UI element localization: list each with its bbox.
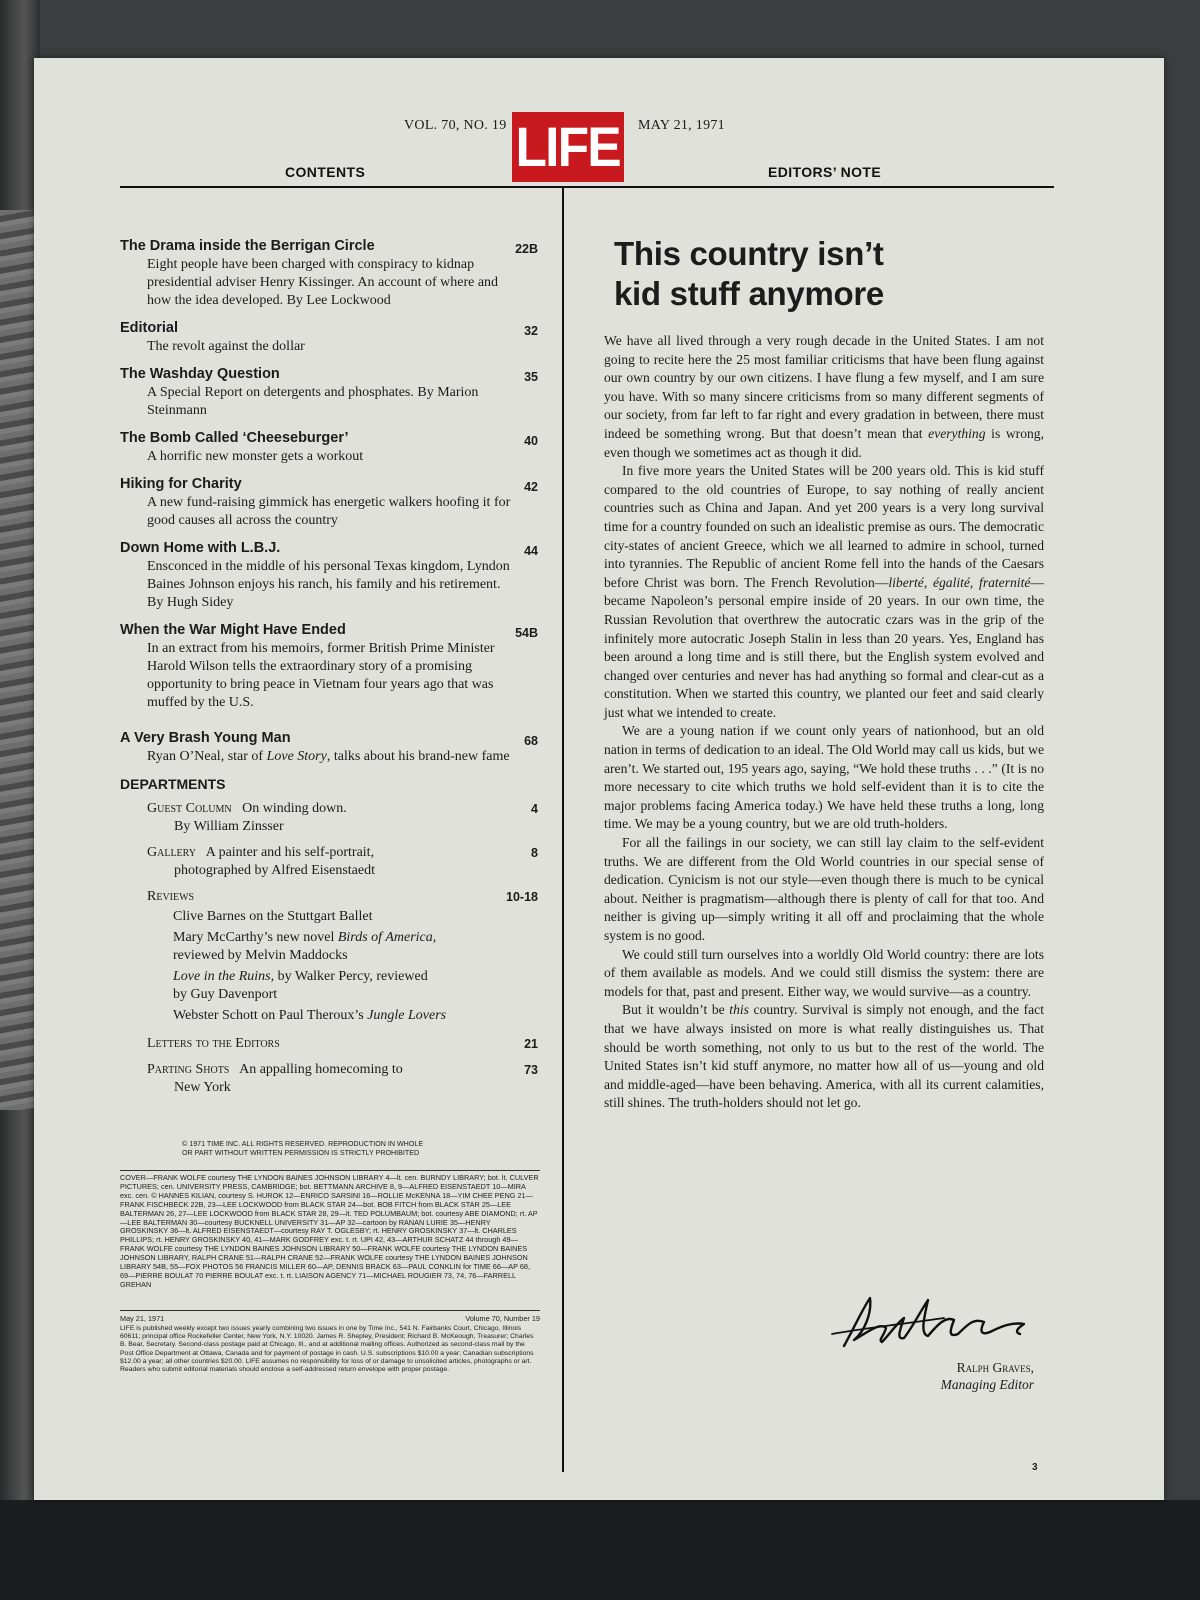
contents-list: [120, 238, 546, 1105]
volume-number: VOL. 70, NO. 19: [404, 118, 507, 133]
review-entry: Love in the Ruins, by Walker Percy, reviewed by Guy Davenport: [173, 969, 428, 1002]
paragraph: For all the failings in our society, we can still lay claim to the self-evident truths. We are different from the Old World countries in our special sense of dedication. Cynicism is not our style—even though there is much to be cynical about. Neither is pragmatism—although there is plenty of call for that too. And neither is giving up—simply writing it all off and proclaiming that the whole system is no good.: [604, 835, 1044, 943]
paragraph: We have all lived through a very rough decade in the United States. I am not going to recite here the 25 most familiar criticisms that have been flung against our own country by our own citizens. I have flung a few myself, and I am sure you have. With so many sincere criticisms from so many different segments of our society, from far left to far right and every gradation in between, there must indeed be something wrong. But that doesn’t mean that everything is wrong, even though we sometimes act as though it did.: [604, 333, 1044, 460]
contents-item-description: A horrific new monster gets a workout: [147, 449, 364, 464]
contents-item-page: 54B: [515, 626, 538, 640]
contents-item[interactable]: [120, 430, 546, 466]
contents-item-title: When the War Might Have Ended: [120, 622, 346, 638]
paragraph: We could still turn ourselves into a worldly Old World country: there are lots of them available as models. And we could still dismiss the system: there are models for that, past and present. Either way, we would survive—as a country.: [604, 946, 1044, 999]
departments-header: DEPARTMENTS: [120, 776, 226, 792]
contents-item-title: The Bomb Called ‘Cheeseburger’: [120, 430, 349, 446]
contents-item-page: 68: [524, 734, 538, 748]
contents-item-description: The revolt against the dollar: [147, 339, 305, 354]
signature-image: [824, 1288, 1044, 1358]
review-entry: Mary McCarthy’s new novel Birds of America, reviewed by Melvin Maddocks: [173, 930, 437, 963]
department-reviews[interactable]: Reviews 10-18: [147, 889, 538, 904]
editors-note-header: EDITORS’ NOTE: [768, 164, 882, 180]
contents-item-title: A Very Brash Young Man: [120, 730, 291, 746]
issue-date: MAY 21, 1971: [638, 118, 725, 133]
column-divider: [562, 186, 564, 1472]
header-rule: [120, 186, 1054, 188]
editors-note: [604, 234, 1044, 1113]
contents-item[interactable]: [120, 366, 546, 420]
contents-item-title: Down Home with L.B.J.: [120, 540, 281, 556]
contents-item-title: Hiking for Charity: [120, 476, 242, 492]
contents-item-page: 42: [524, 480, 538, 494]
contents-item[interactable]: [120, 476, 546, 530]
paragraph: In five more years the United States will be 200 years old. This is kid stuff compared to the old countries of Europe, to say nothing of really ancient countries such as China and Japan. And yet 200 years is a very long survival time for a country founded on such an idealistic premise as ours. The democratic city-states of ancient Greece, which we all learned to admire in school, turned into tyrannies. The Republic of ancient Rome fell into the hands of the Caesars before Christ was born. The French Revolution—liberté, égalité, fraternité—became Napoleon’s personal empire inside of 20 years. In our own time, the Russian Revolution that overthrew the autocratic czars was in the grip of the infinitely more autocratic Joseph Stalin in less than 20 years. Yes, England has been around a long time and is still there, but the English system evolved and changed over centuries and never has had anything so formal and clear-cut as a constitution. When we started this country, we planted our feet and said clearly just what we intended to create.: [604, 463, 1044, 720]
publication-header: May 21, 1971 Volume 70, Number 19: [120, 1314, 540, 1323]
contents-item-title: The Drama inside the Berrigan Circle: [120, 238, 375, 254]
contents-item-page: 44: [524, 544, 538, 558]
editors-note-body: [604, 332, 1044, 1113]
department-gallery[interactable]: Gallery A painter and his self-portrait, photographed by Alfred Eisenstaedt 8: [147, 845, 538, 878]
contents-item-title: Editorial: [120, 320, 179, 336]
copyright-notice: © 1971 TIME INC. ALL RIGHTS RESERVED. REPRODUCTION IN WHOLE OR PART WITHOUT WRITTEN PERMISSION IS STRICTLY PROHIBITED: [182, 1139, 424, 1157]
department-parting-shots[interactable]: Parting Shots An appalling homecoming to New York 73: [147, 1062, 538, 1095]
page-number: 3: [1032, 1462, 1038, 1473]
publication-info: LIFE is published weekly except two issues yearly combining two issues in one by Time Inc., 541 N. Fairbanks Court, Chicago, Illinois 60611; principal office Rockefeller Center, New York, N.Y. 10020. James R. Shepley, President; Richard B. McKeough, Treasurer; Charles B. Bear, Secretary. Second-class postage paid at Chicago, Ill., and at additional mailing offices. Authorized as second-class mail by the Post Office Department at Ottawa, Canada and for payment of postage in cash. U.S. subscriptions $10.00 a year; Canadian subscriptions $12.00 a year; all other countries $20.00. LIFE assumes no responsibility for loss of or damage to unsolicited articles, photographs or art. Readers who submit editorial materials should enclose a self-addressed return envelope with proper postage.: [120, 1325, 534, 1374]
contents-item-page: 32: [524, 324, 538, 338]
contents-header: CONTENTS: [285, 164, 366, 180]
contents-item-description: Ensconced in the middle of his personal Texas kingdom, Lyndon Baines Johnson enjoys his ranch, his family and his retirement. By Hugh Sidey: [147, 559, 510, 610]
contents-item-description: Eight people have been charged with conspiracy to kidnap presidential adviser Henry Kissinger. An account of where and how the idea developed. By Lee Lockwood: [147, 257, 499, 308]
paragraph: But it wouldn’t be this country. Survival is simply not enough, and the fact that we have always insisted on more is what really distinguishes us. That should be worth something, not only to us but to the rest of the world. The United States isn’t kid stuff anymore, no matter how all of us—young and old and middle-aged—have been behaving. America, with all its current calamities, still shines. The truth-holders should not let go.: [604, 1002, 1044, 1111]
contents-item-description: A new fund-raising gimmick has energetic walkers hoofing it for good causes all across the country: [147, 495, 511, 528]
contents-item[interactable]: [120, 622, 546, 712]
contents-item-description: In an extract from his memoirs, former British Prime Minister Harold Wilson tells the extraordinary story of a promising opportunity to bring peace in Vietnam four years ago that was muffed by the U.S.: [147, 641, 495, 710]
department-letters[interactable]: Letters to the Editors 21: [147, 1036, 538, 1051]
contents-item[interactable]: [120, 238, 546, 310]
editors-note-headline: This country isn’t kid stuff anymore: [614, 235, 884, 312]
signature-title: Managing Editor: [940, 1377, 1034, 1392]
contents-item-description: Ryan O’Neal, star of Love Story, talks about his brand-new fame: [147, 749, 510, 764]
paragraph: We are a young nation if we count only years of nationhood, but an old nation in terms of dedication to an ideal. The Old World may call us kids, but we aren’t. We started out, 195 years ago, saying, “We hold these truths . . .” (It is no more necessary to cite which truths we hold self-evident than it is to cite the major problems facing America today.) We have held these truths a long, long time. We may be a young country, but we are old truth-holders.: [604, 723, 1044, 832]
photo-credits: COVER—FRANK WOLFE courtesy THE LYNDON BAINES JOHNSON LIBRARY 4—lt. cen. BURNDY LIBRARY; bot. lt. CULVER PICTURES; cen. UNIVERSITY PRESS, CAMBRIDGE; bot. BETTMANN ARCHIVE 8, 9—ALFRED EISENSTAEDT 10—MIRA exc. cen. © HANNES KILIAN, courtesy S. HUROK 12—ENRICO SARSINI 16—ROLLIE McKENNA 18—YIM CHEE PENG 21—FRANK FISCHBECK 22B, 23—LEE LOCKWOOD from BLACK STAR 24—bot. BOB FITCH from BLACK STAR 25—LEE BALTERMAN 26, 27—LEE LOCKWOOD from BLACK STAR 28, 29—lt. TED POLUMBAUM; bot. courtesy ABE DIAMOND; rt. AP—LEE BALTERMAN 30—courtesy BUCKNELL UNIVERSITY 31—AP 32—cartoon by RANAN LURIE 35—HENRY GROSKINSKY 36—lt. ALFRED EISENSTAEDT—courtesy RAY T. OGLESBY; rt. HENRY GROSKINSKY 37—lt. CHARLES PHILLIPS; rt. HENRY GROSKINSKY 40, 41—MARK GODFREY exc. t. rt. UPI 42, 43—ARTHUR SCHATZ 44 through 49—FRANK WOLFE courtesy THE LYNDON BAINES JOHNSON LIBRARY 50—FRANK WOLFE courtesy THE LYNDON BAINES JOHNSON LIBRARY, RALPH CRANE 51—RALPH CRANE 52—FRANK WOLFE courtesy THE LYNDON BAINES JOHNSON LIBRARY 54B, 55—FOX PHOTOS 56 FRANCIS MILLER 60—AP, DENNIS BRACK 63—PAUL CONKLIN for TIME 66—AP 68, 69—PIERRE BOULAT 70 PIERRE BOULAT exc. t. rt. LIAISON AGENCY 71—MICHAEL ROUGIER 73, 74, 76—FARRELL GREHAN: [120, 1173, 539, 1289]
contents-item[interactable]: [120, 540, 546, 612]
review-entry: Clive Barnes on the Stuttgart Ballet: [173, 909, 373, 924]
contents-item-title: The Washday Question: [120, 366, 280, 382]
contents-item-page: 40: [524, 434, 538, 448]
review-entry: Webster Schott on Paul Theroux’s Jungle Lovers: [173, 1008, 447, 1023]
contents-item-page: 35: [524, 370, 538, 384]
contents-item-description: A Special Report on detergents and phosphates. By Marion Steinmann: [147, 385, 479, 418]
credits-rule: [120, 1170, 540, 1171]
magazine-page: [34, 58, 1164, 1500]
background-stone-surface: [0, 210, 34, 1110]
contents-item[interactable]: [120, 730, 546, 766]
life-logo: LIFE: [512, 112, 624, 182]
publication-rule: [120, 1310, 540, 1311]
contents-item[interactable]: [120, 320, 546, 356]
background-table: [0, 1500, 1200, 1600]
contents-item-page: 22B: [515, 242, 538, 256]
signature-block: [894, 1359, 1034, 1393]
department-guest-column[interactable]: Guest Column On winding down. By William Zinsser 4: [147, 801, 538, 834]
signature-name: Ralph Graves,: [956, 1360, 1034, 1375]
